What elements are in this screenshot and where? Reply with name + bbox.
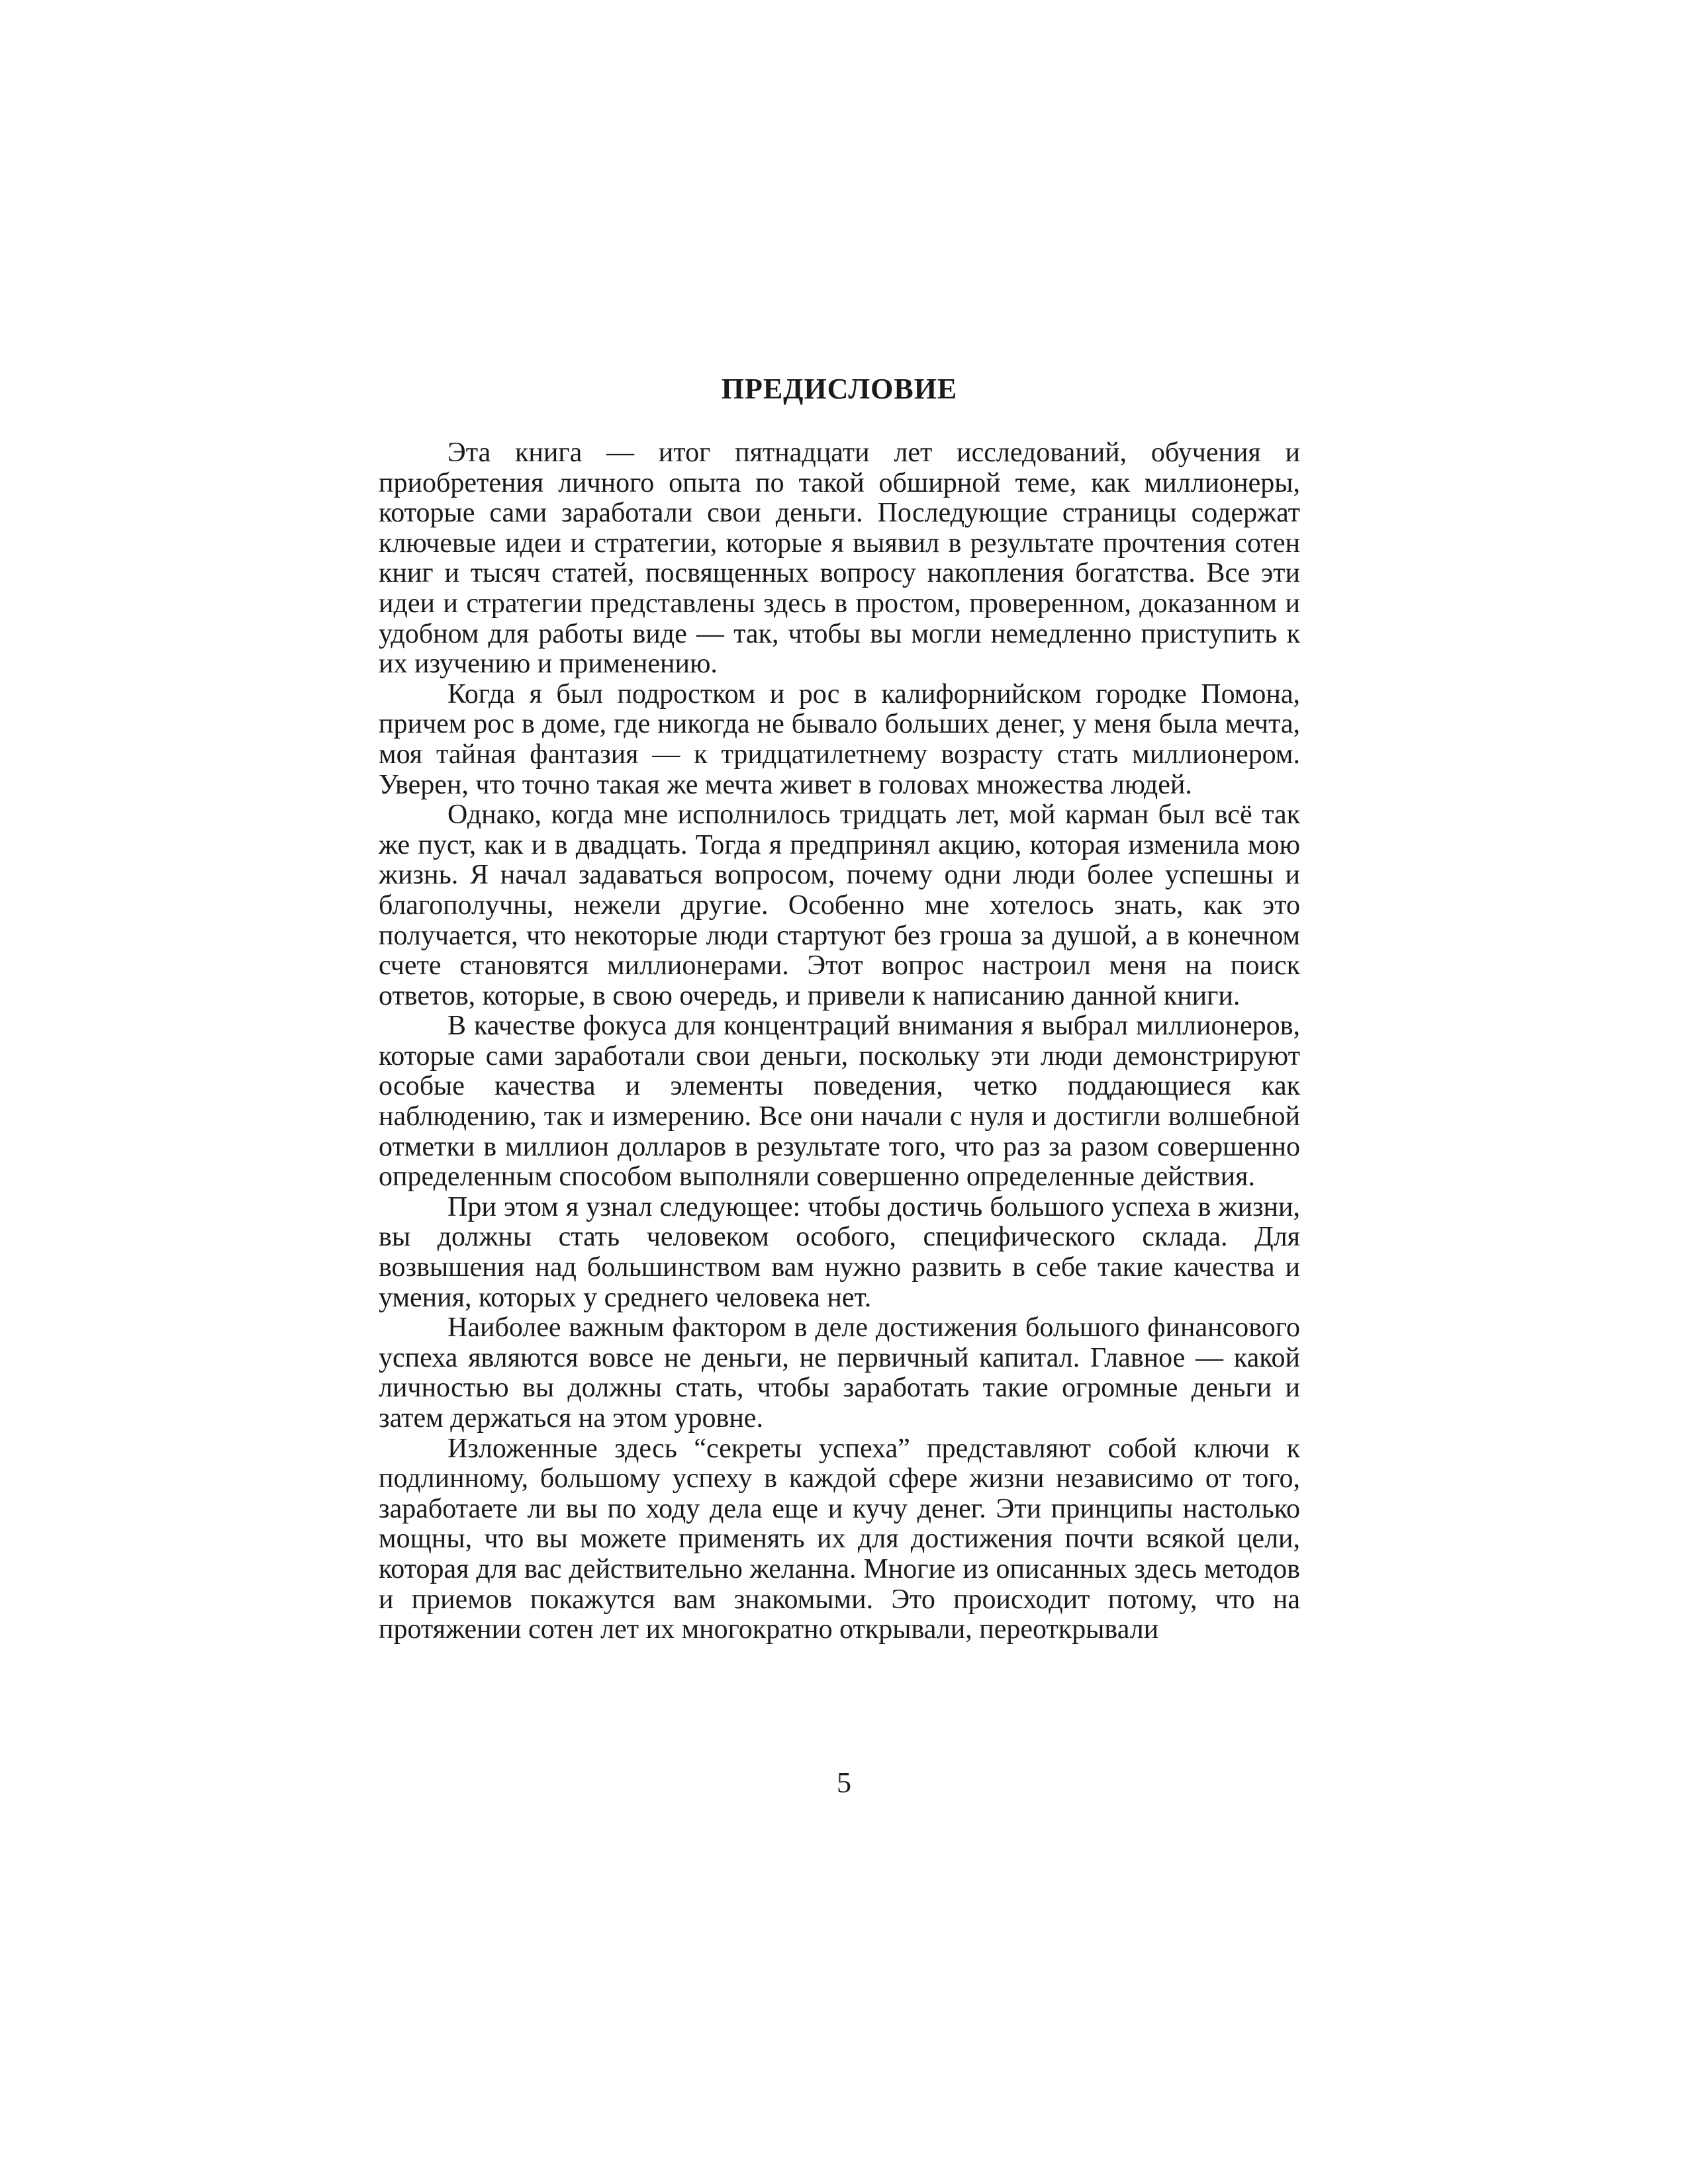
- paragraph-7: Изложенные здесь “секреты успеха” представляют собой ключи к подлинному, большому успеху в каждой сфере жизни независимо от того, заработаете ли вы по ходу дела еще и кучу денег. Эти принципы настолько мощны, что вы можете применять их для достижения почти всякой цели, которая для вас действительно желанна. Многие из описанных здесь методов и приемов покажутся вам знакомыми. Это происходит потому, что на протяжении сотен лет их многократно открывали, переоткрывали: [379, 1433, 1300, 1645]
- paragraph-4: В качестве фокуса для концентраций внимания я выбрал миллионеров, которые сами заработали свои деньги, поскольку эти люди демонстрируют особые качества и элементы поведения, четко поддающиеся как наблюдению, так и измерению. Все они начали с нуля и достигли волшебной отметки в миллион долларов в результате того, что раз за разом совершенно определенным способом выполняли совершенно определенные действия.: [379, 1011, 1300, 1193]
- chapter-title: ПРЕДИСЛОВИЕ: [721, 373, 958, 405]
- paragraph-1: Эта книга — итог пятнадцати лет исследований, обучения и приобретения личного опыта по такой обширной теме, как миллионеры, которые сами заработали свои деньги. Последующие страницы содержат ключевые идеи и стратегии, которые я выявил в результате прочтения сотен книг и тысяч статей, посвященных вопросу накопления богатства. Все эти идеи и стратегии представлены здесь в простом, проверенном, доказанном и удобном для работы виде — так, чтобы вы могли немедленно приступить к их изучению и применению.: [379, 437, 1300, 680]
- page-number: 5: [837, 1766, 851, 1799]
- paragraph-6: Наиболее важным фактором в деле достижения большого финансового успеха являются вовсе не деньги, не первичный капитал. Главное — какой личностью вы должны стать, чтобы заработать такие огромные деньги и затем держаться на этом уровне.: [379, 1312, 1300, 1433]
- paragraph-5: При этом я узнал следующее: чтобы достичь большого успеха в жизни, вы должны стать человеком особого, специфического склада. Для возвышения над большинством вам нужно развить в себе такие качества и умения, которых у среднего человека нет.: [379, 1191, 1300, 1313]
- paragraph-2: Когда я был подростком и рос в калифорнийском городке Помона, причем рос в доме, где никогда не бывало больших денег, у меня была мечта, моя тайная фантазия — к тридцатилетнему возрасту стать миллионером. Уверен, что точно такая же мечта живет в головах множества людей.: [379, 678, 1300, 800]
- page-text-block: [379, 371, 1300, 1645]
- paragraph-3: Однако, когда мне исполнилось тридцать лет, мой карман был всё так же пуст, как и в двадцать. Тогда я предпринял акцию, которая изменила мою жизнь. Я начал задаваться вопросом, почему одни люди более успешны и благополучны, нежели другие. Особенно мне хотелось знать, как это получается, что некоторые люди стартуют без гроша за душой, а в конечном счете становятся миллионерами. Этот вопрос настроил меня на поиск ответов, которые, в свою очередь, и привели к написанию данной книги.: [379, 799, 1300, 1011]
